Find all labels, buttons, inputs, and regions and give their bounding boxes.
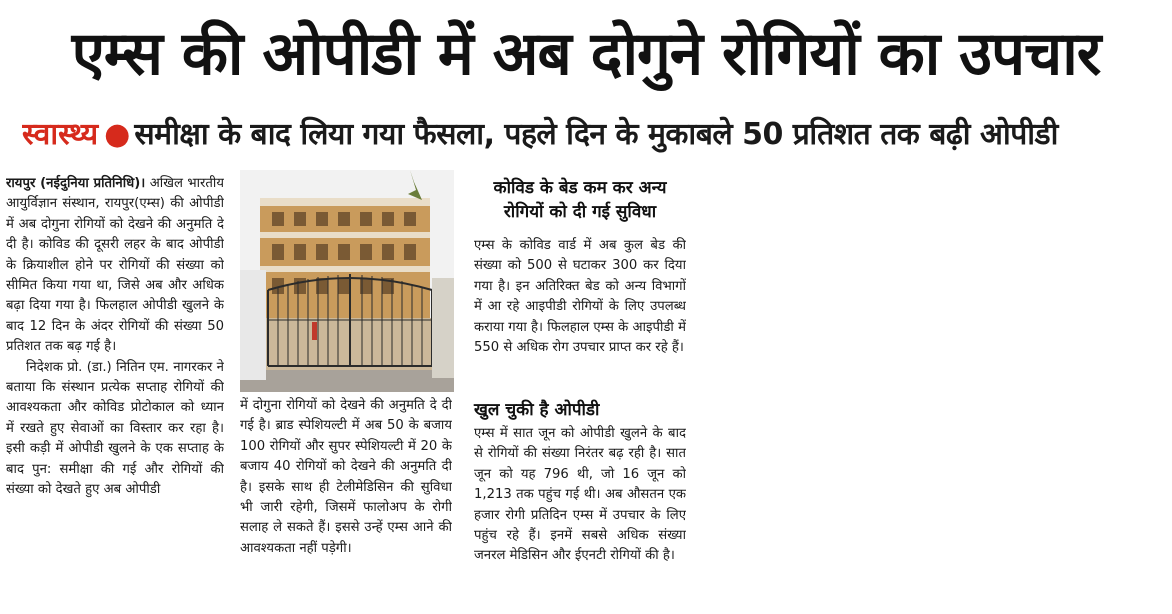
- article-paragraph: में दोगुना रोगियों को देखने की अनुमति दे दी गई है। ब्राड स्पेशियल्टी में अब 50 के बजाय 100 रोगियों और सुपर स्पेशियल्टी में 20 के बजाय 40 रोगियों को देखने की अनुमति दी है। इसके साथ ही टेलीमेडिसिन की सुविधा भी जारी रहेगी, जिसमें फालोअप के रोगी सलाह ले सकते हैं। इससे उन्हें एम्स आने की आवश्यकता नहीं पड़ेगी।: [240, 398, 452, 556]
- aiims-building-photo: [240, 170, 454, 392]
- sidebar-subheading: खुल चुकी है ओपीडी: [474, 400, 600, 420]
- subheadline: [22, 110, 1162, 160]
- sidebar-column: [474, 236, 686, 386]
- photo-illustration: [240, 170, 454, 392]
- sidebar-heading: कोविड के बेड कम कर अन्य रोगियों को दी गई सुविधा: [493, 178, 667, 222]
- section-kicker: स्वास्थ्य: [22, 117, 99, 152]
- sidebar-column-2: [474, 424, 686, 608]
- deck-text: समीक्षा के बाद लिया गया फैसला, पहले दिन के मुकाबले 50 प्रतिशत तक बढ़ी ओपीडी: [134, 117, 1058, 152]
- article-column-2: [240, 396, 452, 608]
- article-text: अखिल भारतीय आयुर्विज्ञान संस्थान, रायपुर(एम्स) की ओपीडी में अब दोगुना रोगियों को देखने की अनुमति दे दी है। कोविड की दूसरी लहर के बाद ओपीडी के क्रियाशील होने पर रोगियों की संख्या को सीमित किया गया था, जिसे अब और अधिक बढ़ा दिया गया है। फिलहाल ओपीडी खुलने के बाद 12 दिन के अंदर रोगियों की संख्या 50 प्रतिशत तक बढ़ गई है।: [6, 176, 224, 355]
- sidebar-paragraph: एम्स में सात जून को ओपीडी खुलने के बाद से रोगियों की संख्या निरंतर बढ़ रही है। सात जून को यह 796 थी, जो 16 जून को 1,213 तक पहुंच गई थी। अब औसतन एक हजार रोगी प्रतिदिन एम्स में उपचार के लिए पहुंच रहे हैं। इनमें सबसे अधिक संख्या जनरल मेडिसिन और ईएनटी रोगियों की है।: [474, 426, 686, 564]
- article-column-1: [6, 174, 224, 608]
- article-paragraph: निदेशक प्रो. (डा.) नितिन एम. नागरकर ने बताया कि संस्थान प्रत्येक सप्ताह रोगियों की आवश्यकता और कोविड प्रोटोकाल को ध्यान में रखते हुए सेवाओं का विस्तार कर रहा है। इसी कड़ी में ओपीडी खुलने के एक सप्ताह के बाद पुन: समीक्षा की गई और रोगियों की संख्या को देखते हुए अब ओपीडी: [6, 359, 224, 498]
- sidebar-paragraph: एम्स के कोविड वार्ड में अब कुल बेड की संख्या को 500 से घटाकर 300 कर दिया गया है। इन अतिरिक्त बेड को अन्य विभागों में आ रहे आइपीडी रोगियों के लिए उपलब्ध कराया गया है। फिलहाल एम्स के आइपीडी में 550 से अधिक रोग उपचार प्राप्त कर रहे हैं।: [474, 238, 686, 356]
- dateline: रायपुर (नईदुनिया प्रतिनिधि)।: [6, 176, 146, 191]
- headline: एम्स की ओपीडी में अब दोगुने रोगियों का उपचार: [71, 19, 1101, 89]
- article-paragraph: [6, 174, 224, 358]
- bullet-icon: ●: [104, 117, 131, 152]
